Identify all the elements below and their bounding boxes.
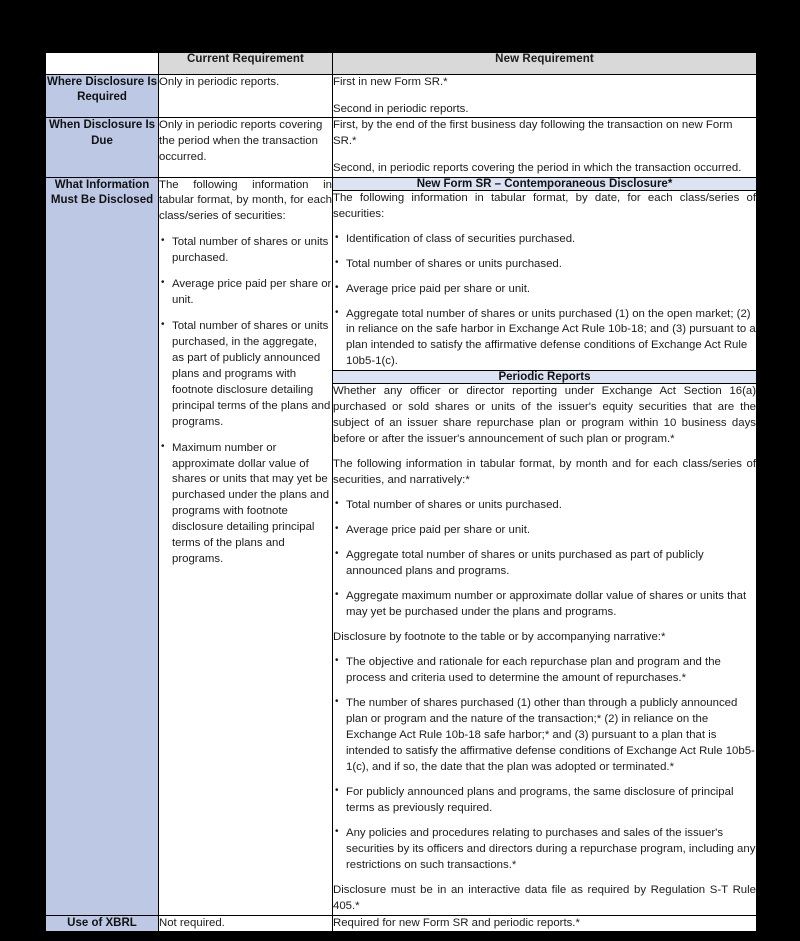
form-sr-body-row <box>333 190 756 371</box>
periodic-para-3: Disclosure by footnote to the table or by accompanying narrative:* <box>333 631 666 644</box>
periodic-para-2: The following information in tabular format, by month and for each class/series of securities, and narratively:* <box>333 458 756 487</box>
table-row-use-of-xbrl <box>46 915 757 931</box>
periodic-reports-heading-row <box>333 371 756 384</box>
what-current-bullet-list <box>159 235 332 568</box>
row-label-what-information: What Information Must Be Disclosed <box>46 177 159 915</box>
form-sr-intro: The following information in tabular format, by date, for each class/series of securities: <box>333 191 756 220</box>
list-item: • Aggregate total number of shares or units purchased (1) on the open market; (2) in reliance on the safe harbor in Exchange Act Rule 10b-18; and (3) pursuant to a plan intended to satisfy the affirmative defense conditions of Exchange Act Rule 10b5-1(c). <box>333 307 756 371</box>
when-new-second: Second, in periodic reports covering the period in which the transaction occurred. <box>333 161 742 174</box>
list-item: • Total number of shares or units purchased. <box>333 257 756 273</box>
section-header-periodic-reports: Periodic Reports <box>333 371 756 384</box>
when-new-first: First, by the end of the first business day following the transaction on new Form SR.* <box>333 119 733 148</box>
where-new-cell <box>333 75 757 118</box>
requirements-comparison-table <box>45 52 757 932</box>
comparison-table-container <box>45 52 756 932</box>
header-blank-cell <box>46 53 159 75</box>
list-item: • Average price paid per share or unit. <box>333 282 756 298</box>
section-body-form-sr <box>333 190 756 371</box>
section-body-periodic-reports <box>333 384 756 915</box>
list-item: • Maximum number or approximate dollar value of shares or units that may yet be purchased under the plans and programs with footnote disclosure detailing principal terms of the plans and programs. <box>159 441 332 569</box>
list-item: • Aggregate maximum number or approximate dollar value of shares or units that may yet be purchased under the plans and programs. <box>333 589 756 621</box>
list-item: • Total number of shares or units purchased. <box>159 235 332 267</box>
periodic-reports-body-row <box>333 384 756 915</box>
row-label-use-of-xbrl: Use of XBRL <box>46 915 159 931</box>
row-label-when-disclosure: When Disclosure Is Due <box>46 118 159 177</box>
table-row-what-information <box>46 177 757 915</box>
list-item: • Identification of class of securities purchased. <box>333 232 756 248</box>
periodic-para-4: Disclosure must be in an interactive data file as required by Regulation S-T Rule 405.* <box>333 883 756 912</box>
list-item: • Aggregate total number of shares or units purchased as part of publicly announced plans and programs. <box>333 548 756 580</box>
when-current-text: Only in periodic reports covering the period when the transaction occurred. <box>159 119 323 163</box>
header-current-requirement: Current Requirement <box>159 53 333 75</box>
section-header-form-sr: New Form SR – Contemporaneous Disclosure* <box>333 178 756 191</box>
list-item: • Average price paid per share or unit. <box>159 277 332 309</box>
periodic-para-1: Whether any officer or director reporting under Exchange Act Section 16(a) purchased or sold shares or units of the issuer's equity securities that are the subject of an issuer share repurchase plan or program within 10 business days before or after the issuer's announcement of such plan or program.* <box>333 385 756 446</box>
periodic-bullet-list-1 <box>333 498 756 621</box>
list-item: • For publicly announced plans and programs, the same disclosure of principal terms as previously required. <box>333 785 756 817</box>
where-current-text: Only in periodic reports. <box>159 76 280 88</box>
what-current-cell <box>159 177 333 915</box>
what-current-intro: The following information in tabular format, by month, for each class/series of securities: <box>159 178 332 223</box>
xbrl-new-cell: Required for new Form SR and periodic reports.* <box>333 915 757 931</box>
table-row-when-disclosure <box>46 118 757 177</box>
list-item: • Any policies and procedures relating to purchases and sales of the issuer's securities by its officers and directors during a repurchase program, including any restrictions on such transactions.* <box>333 826 756 874</box>
where-new-second: Second in periodic reports. <box>333 102 469 115</box>
form-sr-bullet-list <box>333 232 756 371</box>
when-current-cell <box>159 118 333 177</box>
where-new-first: First in new Form SR.* <box>333 76 448 88</box>
when-new-cell <box>333 118 757 177</box>
list-item: • The objective and rationale for each repurchase plan and program and the process and criteria used to determine the amount of repurchases.* <box>333 655 756 687</box>
row-label-where-disclosure: Where Disclosure Is Required <box>46 75 159 118</box>
header-new-requirement: New Requirement <box>333 53 757 75</box>
periodic-bullet-list-2 <box>333 655 756 874</box>
table-row-where-disclosure <box>46 75 757 118</box>
what-new-cell <box>333 177 757 915</box>
table-header-row <box>46 53 757 75</box>
list-item: • Average price paid per share or unit. <box>333 523 756 539</box>
form-sr-heading-row <box>333 178 756 191</box>
list-item: • Total number of shares or units purchased, in the aggregate, as part of publicly announced plans and programs with footnote disclosure detailing principal terms of the plans and programs. <box>159 319 332 431</box>
where-current-cell <box>159 75 333 118</box>
xbrl-current-cell: Not required. <box>159 915 333 931</box>
new-requirement-sections <box>333 178 756 915</box>
list-item: • The number of shares purchased (1) other than through a publicly announced plan or program and the nature of the transaction;* (2) in reliance on the Exchange Act Rule 10b-18 safe harbor;* and (3) pursuant to a plan that is intended to satisfy the affirmative defense conditions of Exchange Act Rule 10b5-1(c), and if so, the date that the plan was adopted or terminated.* <box>333 696 756 776</box>
list-item: • Total number of shares or units purchased. <box>333 498 756 514</box>
